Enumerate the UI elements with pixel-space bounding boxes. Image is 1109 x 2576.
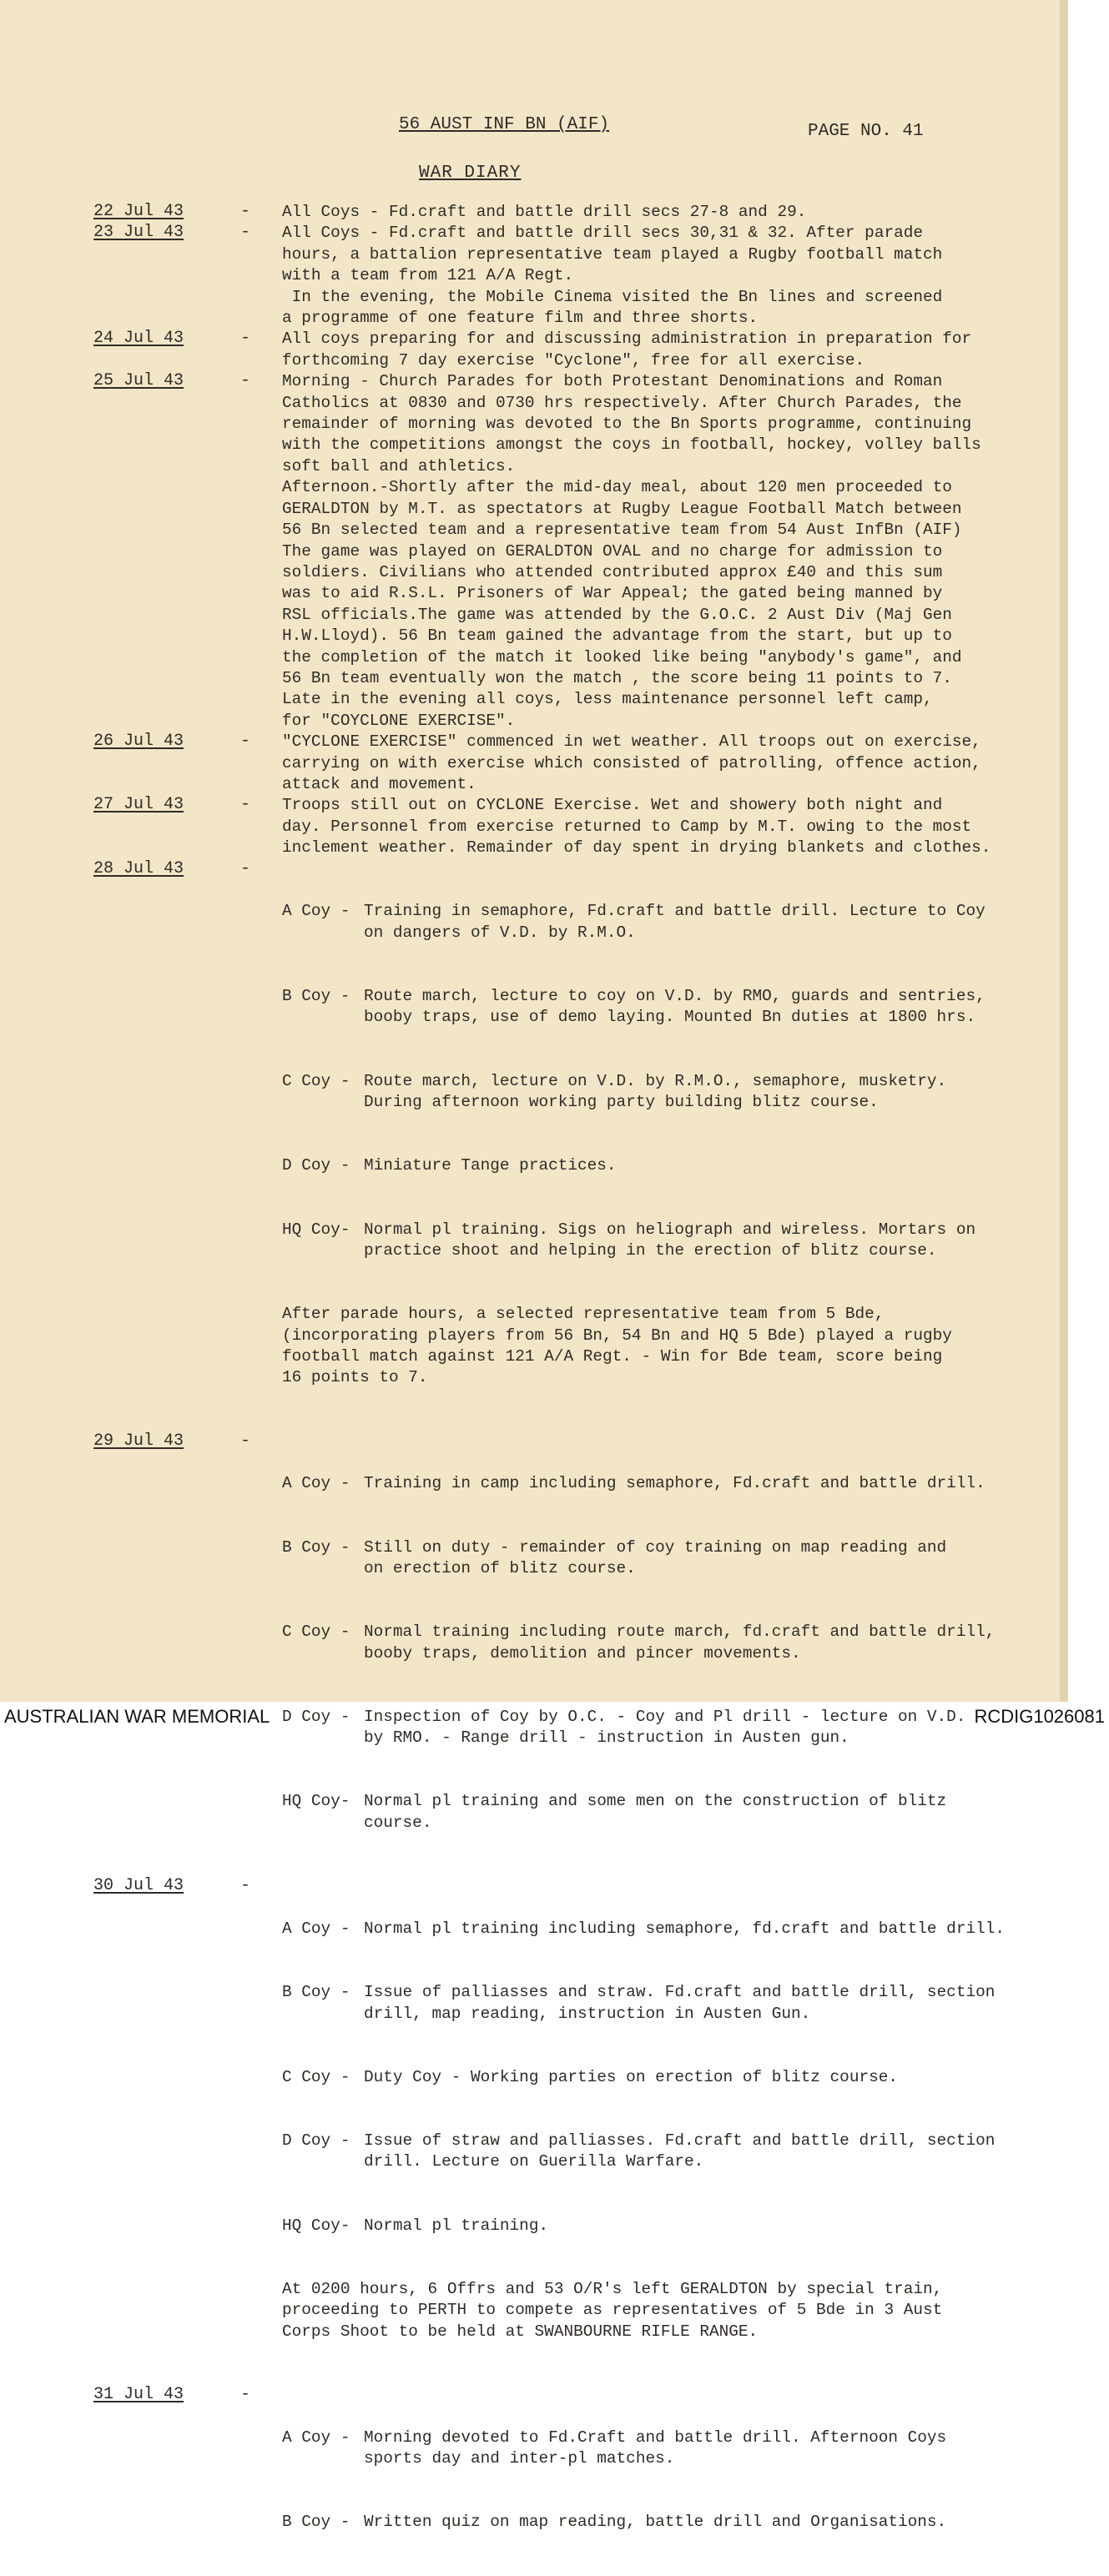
document-heading: WAR DIARY [419,164,522,183]
entry-text: All Coys - Fd.craft and battle drill secs 30,31 & 32. After parade hours, a battalion representative team played a Rugby football match with a team from 121 A/A Regt. In the evening, the Mobile Cinema visited the Bn lines and screened a programme of one feature film and three shorts. [282,224,943,328]
diary-entry [0,223,1068,329]
entry-dash: - [240,1876,251,1896]
company-line [282,1473,1043,1494]
diary-entry [0,329,1068,371]
entry-date: 30 Jul 43 [93,1876,184,1896]
company-label: D Coy - [282,1156,350,1175]
company-text: Route march, lecture on V.D. by R.M.O., semaphore, musketry. During afternoon working party building blitz course. [364,1071,947,1112]
diary-entry [0,1876,1068,2385]
company-label: A Coy - [282,2428,350,2447]
entry-dash: - [240,223,251,243]
company-label: A Coy - [282,1919,350,1938]
company-text: Route march, lecture to coy on V.D. by RMO, guards and sentries, booby traps, use of demo laying. Mounted Bn duties at 1800 hrs. [364,987,985,1027]
company-text: Miniature Tange practices. [364,1156,617,1175]
company-text: Still on duty - remainder of coy training on map reading and on erection of blitz course. [364,1537,947,1577]
entry-dash: - [240,371,251,391]
company-text: Normal pl training. Sigs on heliograph and wireless. Mortars on practice shoot and helping in the erection of blitz course. [364,1220,976,1260]
company-label: A Coy - [282,1474,350,1493]
company-line [282,1919,1043,1940]
entry-date: 27 Jul 43 [93,795,184,815]
company-label: D Coy - [282,2131,350,2150]
company-label: B Coy - [282,987,350,1006]
company-label: D Coy - [282,1707,350,1726]
company-label: HQ Coy- [282,1792,350,1811]
footer-institution: AUSTRALIAN WAR MEMORIAL [4,1706,270,1727]
entry-dash: - [240,1431,251,1451]
company-text: Normal training including route march, fd.craft and battle drill, booby traps, demolition and pincer movements. [364,1623,996,1663]
diary-entry [0,202,1068,223]
company-line [282,1071,1043,1114]
entry-text: Morning - Church Parades for both Protestant Denominations and Roman Catholics at 0830 and 0730 hrs respectively. After Church Parades, the remainder of morning was devoted to the Bn Sports programme, continuing with the competitions amongst the coys in football, hockey, volley balls soft ball and athletics. Afternoon.-Shortly after the mid-day meal, about 120 men proceeded to GERALDTON by M.T. as spectators at Rugby League Football Match between 56 Bn selected team and a representative team from 54 Aust InfBn (AIF) The game was played on GERALDTON OVAL and no charge for admission to soldiers. Civilians who attended contributed approx £40 and this sum was to aid R.S.L. Prisoners of War Appeal; the gated being manned by RSL officials.The game was attended by the G.O.C. 2 Aust Div (Maj Gen H.W.Lloyd). 56 Bn team gained the advantage from the start, but up to the completion of the match it looked like being "anybody's game", and 56 Bn team eventually won the match , the score being 11 points to 7. Late in the evening all coys, less maintenance personnel left camp, for "COYCLONE EXERCISE". [282,372,981,730]
company-line [282,1155,1043,1176]
entry-text: "CYCLONE EXERCISE" commenced in wet weather. All troops out on exercise, carrying on with exercise which consisted of patrolling, offence action, attack and movement. [282,732,981,793]
company-label: C Coy - [282,1071,350,1090]
diary-entry [0,371,1068,732]
company-line [282,2512,1043,2533]
entry-date: 24 Jul 43 [93,329,184,349]
entry-date: 28 Jul 43 [93,858,184,878]
company-line [282,2428,1043,2470]
diary-entry [0,859,1068,1431]
diary-entry [0,795,1068,858]
company-text: Morning devoted to Fd.Craft and battle drill. Afternoon Coys sports day and inter-pl matches. [364,2428,947,2468]
entry-date: 22 Jul 43 [93,202,184,221]
entry-date: 23 Jul 43 [93,223,184,243]
entry-dash: - [240,202,251,221]
company-line [282,1622,1043,1664]
entry-date: 25 Jul 43 [93,371,184,391]
company-line [282,2131,1043,2173]
page-title: 56 AUST INF BN (AIF) [399,115,610,134]
company-text: Normal pl training. [364,2216,549,2235]
company-text: Normal pl training and some men on the construction of blitz course. [364,1792,947,1832]
diary-entries [0,202,1068,2576]
entry-dash: - [240,795,251,815]
company-text: Duty Coy - Working parties on erection of blitz course. [364,2067,898,2086]
entry-dash: - [240,858,251,878]
company-text: Written quiz on map reading, battle drill and Organisations. [364,2513,947,2532]
company-label: B Coy - [282,2513,350,2532]
entry-date: 29 Jul 43 [93,1431,184,1451]
entry-text: All coys preparing for and discussing administration in preparation for forthcoming 7 day exercise "Cyclone", free for all exercise. [282,330,972,370]
entry-text: After parade hours, a selected representative team from 5 Bde, (incorporating players from 56 Bn, 54 Bn and HQ 5 Bde) played a rugby football match against 121 A/A Regt. - Win for Bde team, score being 16 points to 7. [282,1305,952,1387]
company-text: Issue of straw and palliasses. Fd.craft and battle drill, section drill. Lecture on Guerilla Warfare. [364,2131,996,2171]
company-line [282,901,1043,943]
company-line [282,1791,1043,1834]
company-line [282,1220,1043,1262]
company-text: Inspection of Coy by O.C. - Coy and Pl drill - lecture on V.D. by RMO. - Range drill - instruction in Austen gun. [364,1707,966,1748]
company-label: C Coy - [282,1623,350,1642]
company-text: Issue of palliasses and straw. Fd.craft and battle drill, section drill, map reading, instruction in Austen Gun. [364,1983,996,2023]
entry-dash: - [240,329,251,349]
company-line [282,2216,1043,2236]
entry-dash: - [240,2384,251,2404]
company-line [282,1982,1043,2025]
entry-text: At 0200 hours, 6 Offrs and 53 O/R's left GERALDTON by special train, proceeding to PERTH to compete as representatives of 5 Bde in 3 Aust Corps Shoot to be held at SWANBOURNE RIFLE RANGE. [282,2279,943,2341]
company-label: HQ Coy- [282,1220,350,1239]
company-label: B Coy - [282,1983,350,2002]
company-label: B Coy - [282,1537,350,1557]
company-label: HQ Coy- [282,2216,350,2235]
entry-dash: - [240,732,251,752]
entry-date: 31 Jul 43 [93,2384,184,2404]
company-line [282,1707,1043,1749]
diary-entry [0,1431,1068,1877]
company-text: Training in camp including semaphore, Fd.craft and battle drill. [364,1474,985,1493]
page-number: PAGE NO. 41 [808,122,924,141]
company-line [282,986,1043,1029]
entry-date: 26 Jul 43 [93,732,184,752]
entry-text: Troops still out on CYCLONE Exercise. Wet and showery both night and day. Personnel from exercise returned to Camp by M.T. owing to the most inclement weather. Remainder of day spent in drying blankets and clothes. [282,796,991,858]
entry-text: All Coys - Fd.craft and battle drill secs 27-8 and 29. [282,203,807,221]
company-text: Training in semaphore, Fd.craft and battle drill. Lecture to Coy on dangers of V.D. by R.M.O. [364,902,985,942]
footer-reference: RCDIG1026081 [974,1706,1105,1727]
company-line [282,2067,1043,2088]
company-line [282,1537,1043,1580]
company-label: A Coy - [282,902,350,921]
diary-entry [0,732,1068,795]
company-text: Normal pl training including semaphore, fd.craft and battle drill. [364,1919,1005,1938]
company-label: C Coy - [282,2067,350,2086]
diary-entry [0,2385,1068,2576]
